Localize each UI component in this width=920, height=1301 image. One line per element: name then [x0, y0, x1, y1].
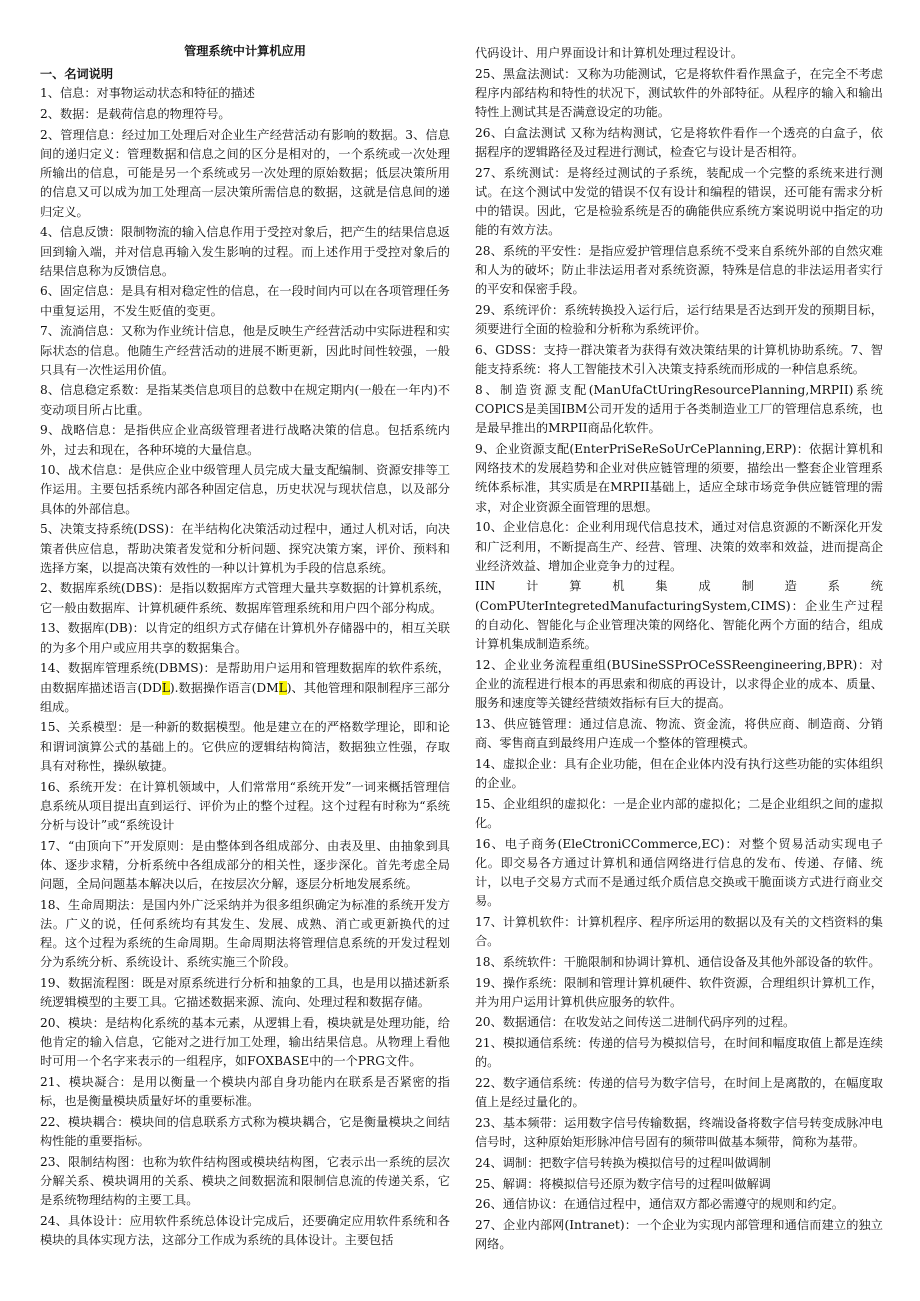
definition-paragraph: 23、基本频带：运用数字信号传输数据，终端设备将数字信号转变成脉冲电信号时，这种原始矩形脉冲信号固有的频带叫做基本频带，简称为基带。	[475, 1115, 883, 1150]
definition-paragraph: 10、企业信息化：企业利用现代信息技术，通过对信息资源的不断深化开发和广泛利用，不断提高生产、经营、管理、决策的效率和效益，进而提高企业经济效益、增加企业竞争力的过程。	[475, 520, 883, 573]
definition-paragraph: 2、管理信息：经过加工处理后对企业生产经营活动有影响的数据。3、信息间的递归定义：管理数据和信息之间的区分是相对的，一个系统或一次处理所输出的信息，可能是另一个系统或另一次处理的原始数据；低层决策所用的信息又可以成为加工处理高一层决策所需信息的数据，这就是信息间的递归定义。	[40, 127, 450, 219]
definition-paragraph: 13、供应链管理：通过信息流、物流、资金流，将供应商、制造商、分销商、零售商直到最终用户连成一个整体的管理模式。	[475, 716, 883, 751]
definition-paragraph: 19、操作系统：限制和管理计算机硬件、软件资源，合理组织计算机工作，并为用户运用计算机供应服务的软件。	[475, 975, 883, 1009]
definition-paragraph: 7、流淌信息：又称为作业统计信息，他是反映生产经营活动中实际进程和实际状态的信息。他随生产经营活动的进展不断更新，因此时间性较强，一般只具有一次性运用价值。	[40, 324, 450, 377]
definition-paragraph: 24、调制：把数字信号转换为模拟信号的过程叫做调制	[475, 1155, 771, 1170]
definition-paragraph: 28、系统的平安性：是指应爱护管理信息系统不受来自系统外部的自然灾难和人为的破坏；防止非法运用者对系统资源，特殊是信息的非法运用者实行的平安和保密手段。	[475, 244, 883, 297]
paragraph-text: 14、数据库管理系统(DBMS)：是帮助用户运用和管理数据库的软件系统，由数据库描述语言(DD	[40, 661, 450, 695]
definition-paragraph: 20、模块：是结构化系统的基本元素，从逻辑上看，模块就是处理功能，给他肯定的输入信息，它能对之进行加工处理，输出结果信息。从物理上看他时可用一个名字来表示的一组程序，如FOXBASE中的一个PRG文件。	[40, 1015, 450, 1069]
definition-paragraph	[40, 659, 450, 717]
definition-paragraph: 21、模拟通信系统：传递的信号为模拟信号，在时间和幅度取值上都是连续的。	[475, 1036, 883, 1070]
paragraph-text: )、其他管理和限制程序三部分组成。	[40, 680, 450, 714]
left-column	[40, 40, 450, 1252]
definition-paragraph: 15、企业组织的虚拟化：一是企业内部的虚拟化；二是企业组织之间的虚拟化。	[475, 796, 883, 830]
definition-paragraph: 10、战术信息：是供应企业中级管理人员完成大量支配编制、资源安排等工作运用。主要包括系统内部各种固定信息，历史状况与现状信息，以及部分具体的外部信息。	[40, 463, 450, 516]
definition-paragraph: 16、系统开发：在计算机领域中，人们常常用“系统开发”一词来概括管理信息系统从项目提出直到运行、评价为止的整个过程。这个过程有时称为“系统分析与设计”或“系统设计	[40, 779, 450, 832]
paragraph-text: ).数据操作语言(DM	[169, 680, 279, 695]
definition-paragraph: 26、通信协议：在通信过程中，通信双方都必需遵守的规则和约定。	[475, 1197, 844, 1212]
definition-paragraph: 代码设计、用户界面设计和计算机处理过程设计。	[475, 46, 744, 60]
definition-paragraph: 18、系统软件：干脆限制和协调计算机、通信设备及其他外部设备的软件。	[475, 954, 881, 969]
definition-paragraph: 16、电子商务(EleCtroniCCommerce,EC)：对整个贸易活动实现电子化。即交易各方通过计算机和通信网络进行信息的发布、传递、存储、统计，以电子交易方式而不是通过纸介质信息交换或干脆面谈方式进行商业交易。	[475, 836, 883, 909]
definition-paragraph: 4、信息反馈：限制物流的输入信息作用于受控对象后，把产生的结果信息返回到输入端，并对信息再输入发生影响的过程。而上述作用于受控对象后的结果信息称为反馈信息。	[40, 225, 450, 278]
definition-paragraph: 29、系统评价：系统转换投入运行后，运行结果是否达到开发的预期目标，须要进行全面的检验和分析称为系统评价。	[475, 303, 883, 337]
definition-paragraph: 2、数据：是载荷信息的物理符号。	[40, 107, 231, 122]
definition-paragraph: 15、关系模型：是一种新的数据模型。他是建立在的严格数学理论，即和论和谓词演算公式的基础上的。它供应的逻辑结构简洁，数据独立性强，存取具有对称性，操纵敏捷。	[40, 720, 450, 773]
definition-paragraph: 22、数字通信系统：传递的信号为数字信号，在时间上是离散的，在幅度取值上是经过量化的。	[475, 1076, 883, 1110]
definition-paragraph: 25、解调：将模拟信号还原为数字信号的过程叫做解调	[475, 1176, 771, 1191]
definition-paragraph: 12、企业业务流程重组(BUSineSSPrOCeSSReengineering,BPR)：对企业的流程进行根本的再思索和彻底的再设计，以求得企业的成本、质量、服务和速度等关键经营绩效指标有巨大的提高。	[475, 657, 883, 711]
section-heading: 一、名词说明	[40, 67, 114, 82]
definition-paragraph: 26、白盒法测试 又称为结构测试，它是将软件看作一个透亮的白盒子，依据程序的逻辑路径及过程进行测试，检查它与设计是否相符。	[475, 125, 883, 160]
definition-paragraph: 25、黑盒法测试：又称为功能测试，它是将软件看作黑盒子，在完全不考虑程序内部结构和特性的状况下，测试软件的外部特征。从程序的输入和输出特性上测试其是否满意设定的功能。	[475, 66, 883, 120]
definition-paragraph: 27、系统测试：是将经过测试的子系统，装配成一个完整的系统来进行测试。在这个测试中发觉的错误不仅有设计和编程的错误，还可能有需求分析中的错误。因此，它是检验系统是否的确能供应系统方案说明说中指定的功能的有效方法。	[475, 165, 883, 238]
definition-paragraph: 18、生命周期法：是国内外广泛采纳并为很多组织确定为标准的系统开发方法。广义的说，任何系统均有其发生、发展、成熟、消亡或更新换代的过程。这个过程为系统的生命周期。生命周期法将管理信息系统的开发过程划分为系统分析、系统设计、系统实施三个阶段。	[40, 897, 450, 970]
definition-paragraph: 2、数据库系统(DBS)：是指以数据库方式管理大量共享数据的计算机系统，它一般由数据库、计算机硬件系统、数据库管理系统和用户四个部分构成。	[40, 581, 450, 615]
document-title: 管理系统中计算机应用	[184, 44, 306, 58]
definition-paragraph: 21、模块凝合：是用以衡量一个模块内部自身功能内在联系是否紧密的指标，也是衡量模块质量好坏的重要标准。	[40, 1075, 450, 1109]
definition-paragraph: 24、具体设计：应用软件系统总体设计完成后，还要确定应用软件系统和各模块的具体实现方法，这部分工作成为系统的具体设计。主要包括	[40, 1213, 450, 1248]
definition-paragraph: 17、计算机软件：计算机程序、程序所运用的数据以及有关的文档资料的集合。	[475, 914, 883, 949]
definition-paragraph: 27、企业内部网(Intranet)：一个企业为实现内部管理和通信而建立的独立网络。	[475, 1217, 883, 1252]
definition-paragraph: 9、战略信息：是指供应企业高级管理者进行战略决策的信息。包括系统内外，过去和现在，各种环境的大量信息。	[40, 423, 450, 457]
definition-paragraph: 19、数据流程图：既是对原系统进行分析和抽象的工具，也是用以描述新系统逻辑模型的主要工具。它描述数据来源、流向、处理过程和数据存储。	[40, 976, 450, 1010]
definition-paragraph: 5、决策支持系统(DSS)：在半结构化决策活动过程中，通过人机对话，向决策者供应信息，帮助决策者发觉和分析问题、探究决策方案，评价、预料和选择方案，以提高决策有效性的一种以计算机为手段的信息系统。	[40, 522, 450, 575]
definition-paragraph: 20、数据通信：在收发站之间传送二进制代码序列的过程。	[475, 1015, 796, 1030]
definition-paragraph: 22、模块耦合：模块间的信息联系方式称为模块耦合，它是衡量模块之间结构性能的重要指标。	[40, 1114, 450, 1149]
highlighted-text: L	[278, 680, 287, 695]
definition-paragraph: 6、固定信息：是具有相对稳定性的信息，在一段时间内可以在各项管理任务中重复运用，不发生贬值的变更。	[40, 284, 450, 318]
definition-paragraph: 14、虚拟企业：具有企业功能，但在企业体内没有执行这些功能的实体组织的企业。	[475, 756, 883, 791]
definition-paragraph: 9、企业资源支配(EnterPriSeReSoUrCePlanning,ERP)：依据计算机和网络技术的发展趋势和企业对供应链管理的须要，描绘出一整套企业管理系统体系标准，其实质是在MRPII基础上，适应全球市场竞争供应链管理的需求，对企业资源全面管理的思想。	[475, 442, 883, 514]
definition-paragraph: IIN计算机集成制造系统(ComPUterIntegretedManufacturingSystem,CIMS)：企业生产过程的自动化、智能化与企业管理决策的网络化、智能化两个方面的结合，组成计算机集成制造系统。	[475, 579, 883, 652]
definition-paragraph: 6、GDSS：支持一群决策者为获得有效决策结果的计算机协助系统。7、智能支持系统：将人工智能技术引入决策支持系统而形成的一种信息系统。	[475, 343, 883, 377]
definition-paragraph: 8、信息稳定系数：是指某类信息项目的总数中在规定期内(一般在一年内)不变动项目所占比重。	[40, 383, 450, 417]
definition-paragraph: 23、限制结构图：也称为软件结构图或模块结构图，它表示出一系统的层次分解关系、模块调用的关系、模块之间数据流和限制信息流的传递关系，它是系统物理结构的主要工具。	[40, 1154, 450, 1208]
right-column	[475, 44, 883, 1256]
definition-paragraph: 13、数据库(DB)：以肯定的组织方式存储在计算机外存储器中的，相互关联的为多个用户或应用共享的数据集合。	[40, 621, 450, 655]
definition-paragraph: 1、信息：对事物运动状态和特征的描述	[40, 86, 255, 101]
highlighted-text: L	[161, 680, 170, 695]
definition-paragraph: 17、“由顶向下”开发原则：是由整体到各组成部分、由表及里、由抽象到具体、逐步求精，分析系统中各组成部分的相关性，逐步深化。首先考虑全局问题，全局问题基本解决以后，在按层次分解，逐层分析地发展系统。	[40, 838, 450, 892]
definition-paragraph: 8、制造资源支配(ManUfaCtUringResourcePlanning,MRPII)系统 COPlCS是美国IBM公司开发的适用于各类制造业工厂的管理信息系统，也是最早推出的MRPII商品化软件。	[475, 382, 883, 436]
